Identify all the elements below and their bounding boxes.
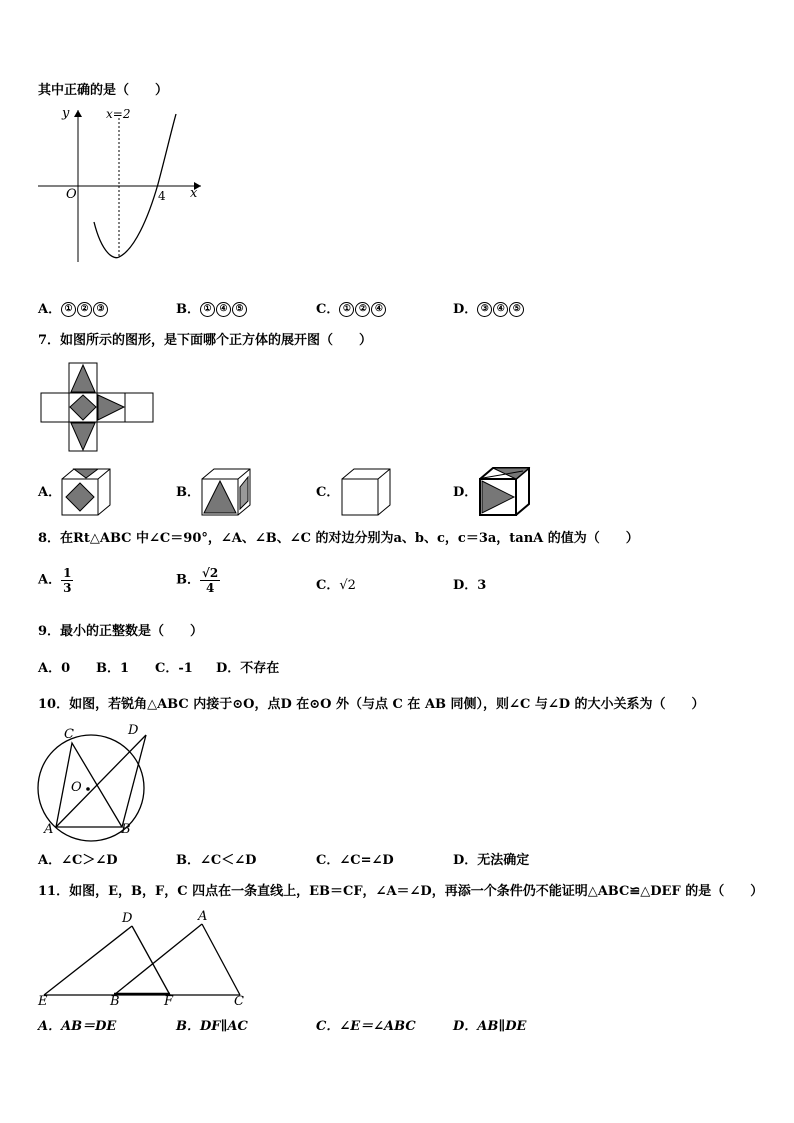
q10-option-a[interactable]: A．∠C＞∠D bbox=[38, 853, 118, 868]
q11-option-a[interactable]: A．AB＝DE bbox=[38, 1019, 117, 1034]
q7-cube-d[interactable] bbox=[478, 466, 532, 518]
q8-stem: 8．在Rt△ABC 中∠C＝90°，∠A、∠B、∠C 的对边分别为a、b、c，c＝3a，tanA 的值为（ ） bbox=[38, 531, 639, 546]
q9-stem: 9．最小的正整数是（ ） bbox=[38, 624, 204, 639]
tick-4-label: 4 bbox=[158, 189, 166, 203]
q7-cube-c[interactable] bbox=[340, 467, 392, 517]
q11-triangles-figure bbox=[40, 910, 250, 1000]
q7-option-b[interactable]: B． bbox=[176, 485, 200, 500]
x-axis-label: x bbox=[190, 186, 198, 201]
q7-option-c[interactable]: C． bbox=[316, 485, 340, 500]
point-d-label: D bbox=[122, 911, 133, 926]
q10-circle-figure bbox=[36, 723, 156, 843]
point-a-label: A bbox=[44, 822, 54, 837]
q8-option-d[interactable]: D．3 bbox=[453, 578, 487, 593]
q7-cube-b[interactable] bbox=[200, 467, 252, 517]
point-b-label: B bbox=[110, 994, 120, 1009]
q10-stem: 10．如图，若锐角△ABC 内接于⊙O，点D 在⊙O 外（与点 C 在 AB 同侧），则∠C 与∠D 的大小关系为（ ） bbox=[38, 697, 705, 712]
q9-option-b[interactable]: B．1 bbox=[96, 661, 130, 676]
q6-option-d[interactable]: D． ③ ④ ⑤ bbox=[453, 302, 525, 318]
q8-option-b[interactable]: B． $\frac{√2}{4}$ bbox=[176, 566, 219, 595]
point-a-label: A bbox=[198, 909, 208, 924]
point-c-label: C bbox=[234, 994, 244, 1009]
point-c-label: C bbox=[64, 727, 74, 742]
q10-option-b[interactable]: B．∠C＜∠D bbox=[176, 853, 257, 868]
q9-option-a[interactable]: A．0 bbox=[38, 661, 71, 676]
q7-option-a[interactable]: A． bbox=[38, 485, 62, 500]
point-d-label: D bbox=[128, 723, 139, 738]
q7-cube-net bbox=[39, 362, 157, 452]
q6-parabola-graph bbox=[36, 104, 206, 264]
q6-option-a[interactable]: A． ① ② ③ bbox=[38, 302, 109, 318]
q10-option-d[interactable]: D．无法确定 bbox=[453, 853, 530, 868]
point-e-label: E bbox=[38, 994, 48, 1009]
q8-option-c[interactable]: C．√2 bbox=[316, 578, 356, 593]
q11-option-c[interactable]: C．∠E＝∠ABC bbox=[316, 1019, 416, 1034]
point-f-label: F bbox=[164, 994, 174, 1009]
q11-stem: 11．如图，E，B，F，C 四点在一条直线上，EB＝CF，∠A＝∠D，再添一个条件仍不能证明△ABC≌△DEF 的是（ ） bbox=[38, 884, 764, 899]
center-o-label: O bbox=[71, 780, 82, 795]
q9-option-d[interactable]: D．不存在 bbox=[216, 661, 280, 676]
q10-option-c[interactable]: C．∠C=∠D bbox=[316, 853, 394, 868]
symmetry-axis-label: x=2 bbox=[106, 107, 131, 121]
y-axis-label: y bbox=[62, 106, 70, 121]
q6-stem: 其中正确的是（ ） bbox=[38, 83, 169, 98]
q11-option-d[interactable]: D．AB∥DE bbox=[453, 1019, 527, 1034]
q7-option-d[interactable]: D． bbox=[453, 485, 478, 500]
q6-option-c[interactable]: C． ① ② ④ bbox=[316, 302, 387, 318]
q11-option-b[interactable]: B．DF∥AC bbox=[176, 1019, 248, 1034]
q7-stem: 7．如图所示的图形，是下面哪个正方体的展开图（ ） bbox=[38, 333, 373, 348]
q9-option-c[interactable]: C．-1 bbox=[155, 661, 193, 676]
q6-option-b[interactable]: B． ① ④ ⑤ bbox=[176, 302, 248, 318]
origin-label: O bbox=[66, 187, 77, 202]
q7-cube-a[interactable] bbox=[60, 467, 112, 517]
q8-option-a[interactable]: A． $\frac{1}{3}$ bbox=[38, 566, 72, 595]
point-b-label: B bbox=[121, 822, 131, 837]
